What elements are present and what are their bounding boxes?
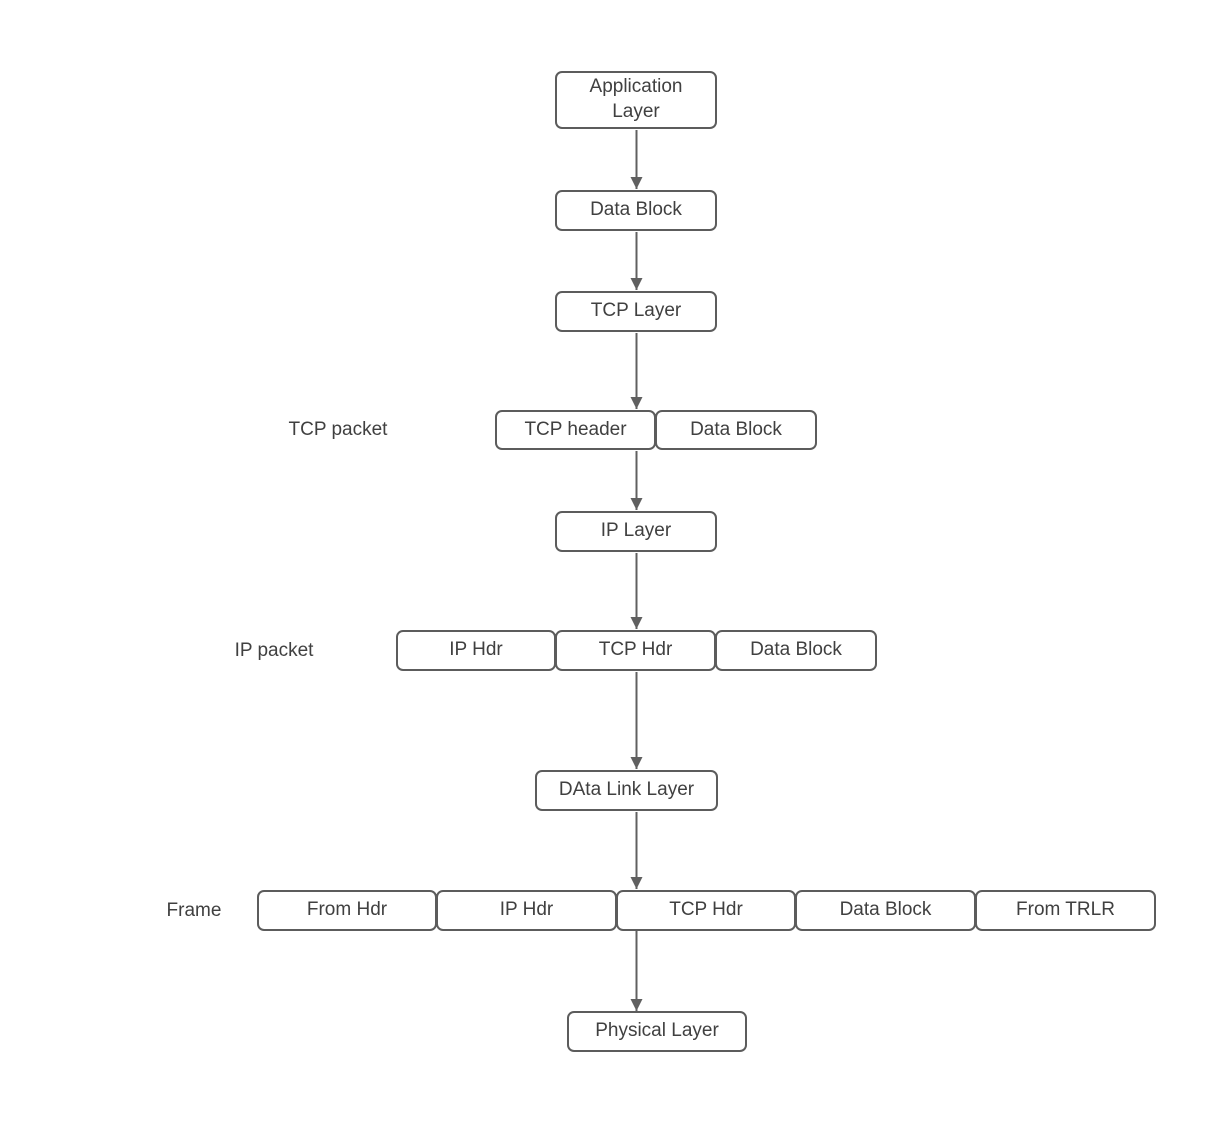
- node-data-block-frame-label: Data Block: [839, 899, 932, 921]
- label-tcp-packet: TCP packet: [288, 419, 388, 440]
- node-ip-layer: [555, 511, 717, 552]
- label-ip-packet: IP packet: [234, 639, 314, 661]
- node-tcp-hdr-ip-packet-label: TCP Hdr: [598, 639, 673, 661]
- node-tcp-hdr-frame: [616, 890, 796, 931]
- node-tcp-hdr-ip-packet: [555, 630, 716, 671]
- node-data-block-top-label: Data Block: [590, 199, 682, 221]
- node-application-layer: [555, 71, 717, 129]
- node-tcp-layer-label: TCP Layer: [590, 300, 682, 322]
- node-ip-layer-label: IP Layer: [600, 520, 672, 542]
- node-data-block-top: [555, 190, 717, 231]
- node-from-hdr: [257, 890, 437, 931]
- node-ip-hdr-frame: [436, 890, 617, 931]
- node-physical-layer: [567, 1011, 747, 1052]
- node-from-trlr-label: From TRLR: [1016, 899, 1115, 921]
- label-frame: Frame: [166, 899, 222, 921]
- node-from-trlr: [975, 890, 1156, 931]
- node-tcp-layer: [555, 291, 717, 332]
- node-data-block-frame: [795, 890, 976, 931]
- node-ip-hdr-frame-label: IP Hdr: [499, 899, 554, 921]
- node-physical-layer-label: Physical Layer: [595, 1020, 719, 1042]
- node-tcp-header-label: TCP header: [524, 418, 627, 440]
- node-data-block-tcp-packet: [655, 410, 817, 450]
- node-from-hdr-label: From Hdr: [306, 899, 388, 921]
- node-data-block-tcp-packet-label: Data Block: [690, 418, 782, 440]
- node-ip-hdr-ip-packet: [396, 630, 556, 671]
- node-tcp-hdr-frame-label: TCP Hdr: [669, 899, 743, 921]
- node-application-layer-label: Application Layer: [589, 76, 683, 122]
- node-data-block-ip-packet-label: Data Block: [750, 639, 842, 661]
- node-data-link-layer: [535, 770, 718, 811]
- node-tcp-header: [495, 410, 656, 450]
- node-ip-hdr-ip-packet-label: IP Hdr: [449, 639, 503, 661]
- node-data-block-ip-packet: [715, 630, 877, 671]
- node-data-link-layer-label: DAta Link Layer: [558, 779, 695, 801]
